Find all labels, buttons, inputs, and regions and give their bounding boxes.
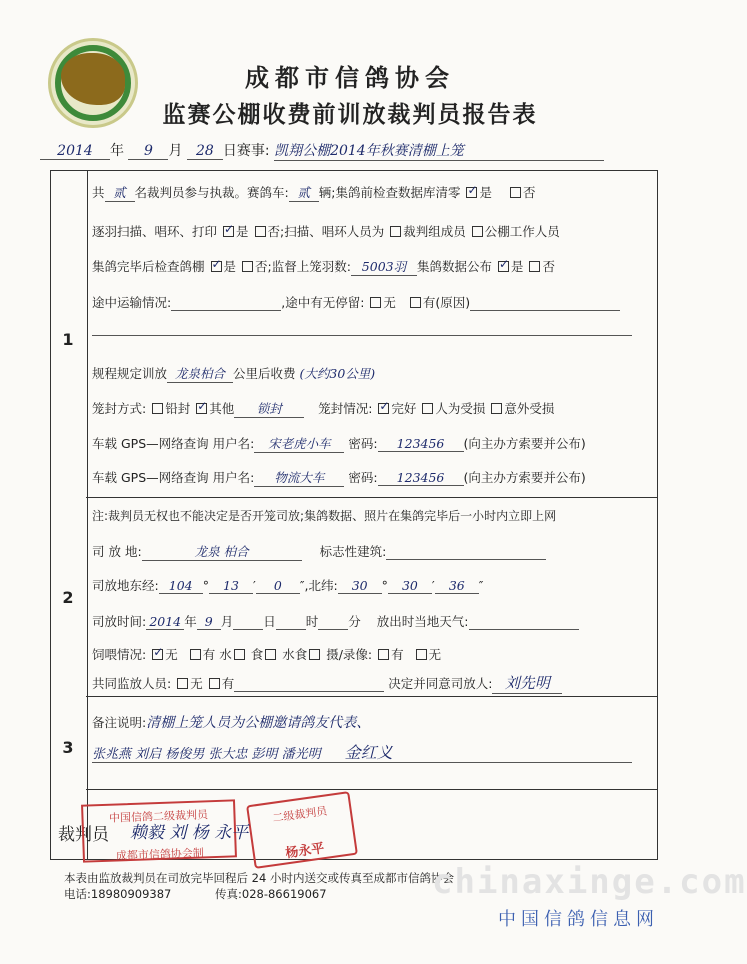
lon-sec: 0 bbox=[256, 578, 300, 594]
judge-signatures: 赖毅 刘 杨 永平 bbox=[130, 823, 249, 843]
lat-sec: 36 bbox=[435, 578, 479, 594]
release-decider: 刘先明 bbox=[492, 672, 562, 694]
seal-good-checkbox[interactable] bbox=[378, 403, 389, 414]
video-no-checkbox[interactable] bbox=[416, 649, 427, 660]
water-checkbox[interactable] bbox=[234, 649, 245, 660]
stop-none-checkbox[interactable] bbox=[370, 297, 381, 308]
publish-no-checkbox[interactable] bbox=[529, 261, 540, 272]
day-value: 28 bbox=[187, 143, 223, 160]
watermark-domain: chinaxinge.com bbox=[432, 862, 747, 902]
lon-deg: 104 bbox=[159, 578, 203, 594]
s1-row8: 车载 GPS—网络查询 用户名: 物流大车 密码: 123456 (向主办方索要并公布) bbox=[92, 470, 586, 485]
s2-row3: 司放地东经: 104 ° 13 ′ 0 ″,北纬: 30 ° 30 ′ 36 ″ bbox=[92, 578, 484, 593]
s3-row2 bbox=[92, 740, 393, 763]
judge-count: 贰 bbox=[105, 183, 135, 202]
scanner-staff-checkbox[interactable] bbox=[472, 226, 483, 237]
remark-line2: 张兆燕 刘启 杨俊男 张大忠 彭明 潘光明 bbox=[92, 747, 321, 762]
training-place: 龙泉柏合 bbox=[167, 364, 233, 383]
co-yes-checkbox[interactable] bbox=[209, 678, 220, 689]
s1-row4: 途中运输情况: ,途中有无停留: 无 有(原因) bbox=[92, 293, 620, 311]
s2-row6: 共同监放人员: 无 有 决定并同意司放人: 刘先明 bbox=[92, 672, 562, 694]
seal-other-checkbox[interactable] bbox=[196, 403, 207, 414]
seal-human-checkbox[interactable] bbox=[422, 403, 433, 414]
s1-row6: 笼封方式: 铅封 ✓ 其他 锁封 笼封情况: ✓ 完好 人为受损 意外受损 bbox=[92, 399, 554, 418]
s1-row7: 车载 GPS—网络查询 用户名: 宋老虎小车 密码: 123456 (向主办方索要并公布) bbox=[92, 436, 586, 451]
phone-number: 18980909387 bbox=[90, 887, 172, 901]
s2-note: 注:裁判员无权也不能决定是否开笼司放;集鸽数据、照片在集鸽完毕后一小时内立即上网 bbox=[92, 509, 557, 523]
lat-min: 30 bbox=[388, 578, 432, 594]
s2-row5: 饲喂情况: ✓ 无 有 水 食 水食 摄/录像: 有 无 bbox=[92, 645, 441, 663]
bird-count: 5003羽 bbox=[351, 257, 417, 276]
distance-note: (大约30公里) bbox=[299, 366, 376, 381]
scan-yes-checkbox[interactable] bbox=[223, 226, 234, 237]
s1-row5: 规程规定训放 龙泉柏合 公里后收费 (大约30公里) bbox=[92, 366, 376, 381]
release-year: 2014 bbox=[146, 614, 184, 630]
water-food-checkbox[interactable] bbox=[309, 649, 320, 660]
s1-row3: 集鸽完毕后检查鸽棚 ✓ 是 否;监督上笼羽数: 5003羽 集鸽数据公布 ✓ 是 否 bbox=[92, 257, 555, 276]
section-num-1: 1 bbox=[62, 330, 74, 349]
month-value: 9 bbox=[128, 143, 168, 160]
s1-row1: 共 贰 名裁判员参与执裁。赛鸽车: 贰 辆;集鸽前检查数据库清零 ✓ 是 否 bbox=[92, 183, 535, 202]
stop-yes-checkbox[interactable] bbox=[410, 297, 421, 308]
remark-signature: 金红义 bbox=[344, 743, 393, 762]
page-title: 成都市信鸽协会 bbox=[245, 64, 455, 92]
footer-contacts: 电话:18980909387 传真:028-86619067 bbox=[64, 887, 327, 901]
lat-deg: 30 bbox=[338, 578, 382, 594]
remark-line1: 清棚上笼人员为公棚邀请鸽友代表、 bbox=[146, 715, 371, 731]
section-num-3: 3 bbox=[62, 738, 74, 757]
feed-none-checkbox[interactable] bbox=[152, 649, 163, 660]
date-line bbox=[40, 140, 680, 161]
s1-row2: 逐羽扫描、唱环、打印 ✓ 是 否;扫描、唱环人员为 裁判组成员 公棚工作人员 bbox=[92, 222, 560, 240]
gps-pwd-1: 123456 bbox=[378, 436, 464, 452]
judge-label: 裁判员 bbox=[58, 825, 109, 845]
judge-stamp-1: 中国信鸽二级裁判员 成都市信鸽协会制 bbox=[81, 799, 237, 862]
year-value: 2014 bbox=[40, 143, 110, 160]
gps-pwd-2: 123456 bbox=[378, 470, 464, 486]
co-none-checkbox[interactable] bbox=[177, 678, 188, 689]
lon-min: 13 bbox=[209, 578, 253, 594]
watermark-site-name: 中国信鸽信息网 bbox=[498, 909, 659, 930]
seal-other-value: 锁封 bbox=[234, 399, 304, 418]
release-place: 龙泉 柏合 bbox=[142, 542, 302, 561]
section-num-2: 2 bbox=[62, 588, 74, 607]
scanner-judges-checkbox[interactable] bbox=[390, 226, 401, 237]
feed-yes-checkbox[interactable] bbox=[190, 649, 201, 660]
publish-yes-checkbox[interactable] bbox=[498, 261, 509, 272]
car-count: 贰 bbox=[289, 183, 319, 202]
scan-no-checkbox[interactable] bbox=[255, 226, 266, 237]
year-label: 年 bbox=[110, 143, 124, 159]
food-checkbox[interactable] bbox=[265, 649, 276, 660]
fax-number: 028-86619067 bbox=[241, 887, 327, 901]
seal-accident-checkbox[interactable] bbox=[491, 403, 502, 414]
db-clear-no-checkbox[interactable] bbox=[510, 187, 521, 198]
month-label: 月 bbox=[168, 143, 183, 159]
gps-user-1: 宋老虎小车 bbox=[254, 434, 344, 453]
loft-check-no-checkbox[interactable] bbox=[242, 261, 253, 272]
footer-note: 本表由监放裁判员在司放完毕回程后 24 小时内送交或传真至成都市信鸽协会 bbox=[64, 871, 454, 885]
seal-lead-checkbox[interactable] bbox=[152, 403, 163, 414]
event-value: 凯翔公棚2014年秋赛清棚上笼 bbox=[274, 140, 604, 161]
form-title: 监赛公棚收费前训放裁判员报告表 bbox=[162, 102, 538, 128]
loft-check-yes-checkbox[interactable] bbox=[211, 261, 222, 272]
s2-row4: 司放时间: 2014 年 9 月 日 时 分 放出时当地天气: bbox=[92, 612, 579, 630]
s3-row1: 备注说明:清棚上笼人员为公棚邀请鸽友代表、 bbox=[92, 715, 371, 731]
judge-stamp-2: 二级裁判员 杨永平 bbox=[246, 791, 358, 869]
video-yes-checkbox[interactable] bbox=[378, 649, 389, 660]
day-label: 日赛事: bbox=[222, 143, 270, 159]
db-clear-yes-checkbox[interactable] bbox=[466, 187, 477, 198]
gps-user-2: 物流大车 bbox=[254, 468, 344, 487]
release-month: 9 bbox=[197, 614, 221, 630]
s2-row2: 司 放 地: 龙泉 柏合 标志性建筑: bbox=[92, 542, 546, 561]
